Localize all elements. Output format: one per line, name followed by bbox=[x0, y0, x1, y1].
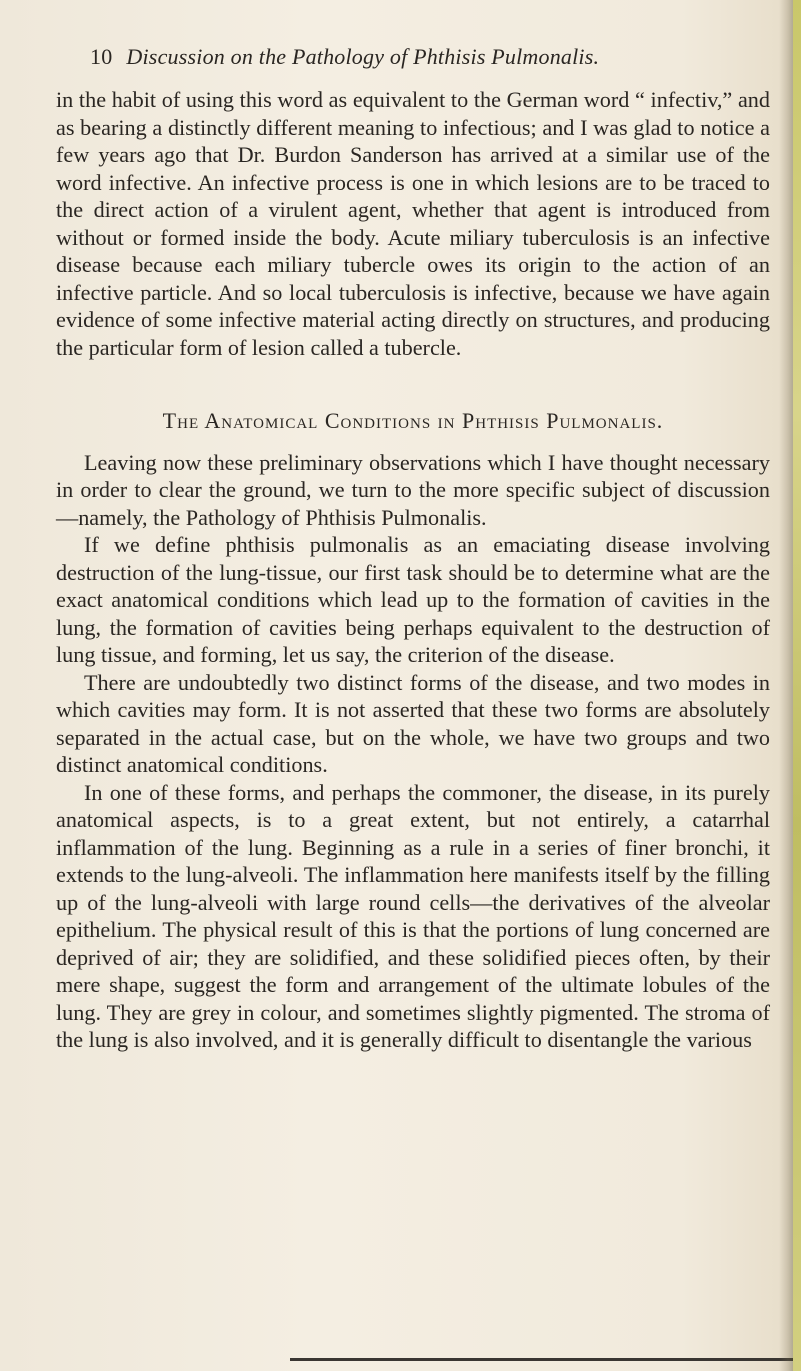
section-heading: The Anatomical Conditions in Phthisis Pulmonalis. bbox=[162, 408, 664, 433]
running-title: Discussion on the Pathology of Phthisis Pulmonalis. bbox=[126, 44, 600, 69]
page-edge bbox=[793, 0, 801, 1371]
paragraph-4: There are undoubtedly two distinct forms of the disease, and two modes in which cavities may form. It is not asserted that these two forms are absolutely separated in the actual case, but on the whole, we have two groups and two distinct anatomical conditions. bbox=[56, 669, 770, 777]
running-head bbox=[90, 44, 770, 70]
page-number: 10 bbox=[90, 44, 113, 69]
body-text bbox=[56, 86, 770, 1054]
paragraph-5: In one of these forms, and perhaps the commoner, the disease, in its purely anatomical aspects, is to a great extent, but not entirely, a catarrhal inflammation of the lung. Beginning as a rule in a series of finer bronchi, it extends to the lung-alveoli. The inflammation here manifests itself by the filling up of the lung-alveoli with large round cells—the derivatives of the alveolar epithelium. The physical result of this is that the portions of lung concerned are deprived of air; they are solidified, and these solidified pieces often, by their mere shape, suggest the form and arrangement of the ultimate lobules of the lung. They are grey in colour, and sometimes slightly pigmented. The stroma of the lung is also involved, and it is generally difficult to disentangle the various bbox=[56, 779, 770, 1052]
paragraph-3: If we define phthisis pulmonalis as an emaciating disease involving destruction of the lung-tissue, our first task should be to determine what are the exact anatomical conditions which lead up to the formation of cavities in the lung, the formation of cavities being perhaps equivalent to the destruction of lung tissue, and forming, let us say, the criterion of the disease. bbox=[56, 532, 770, 667]
paragraph-2: Leaving now these preliminary observations which I have thought necessary in order to clear the ground, we turn to the more specific subject of discussion—namely, the Pathology of Phthisis Pulmonalis. bbox=[56, 449, 770, 530]
bottom-rule bbox=[290, 1358, 801, 1361]
paragraph-1: in the habit of using this word as equivalent to the German word “ infectiv,” and as bearing a distinctly different meaning to infectious; and I was glad to notice a few years ago that Dr. Burdon Sanderson has arrived at a similar use of the word infective. An infective process is one in which lesions are to be traced to the direct action of a virulent agent, whether that agent is introduced from without or formed inside the body. Acute miliary tuberculosis is an infective disease because each miliary tubercle owes its origin to the action of an infective particle. And so local tuberculosis is infective, because we have again evidence of some infective material acting directly on structures, and producing the particular form of lesion called a tubercle. bbox=[56, 87, 770, 360]
